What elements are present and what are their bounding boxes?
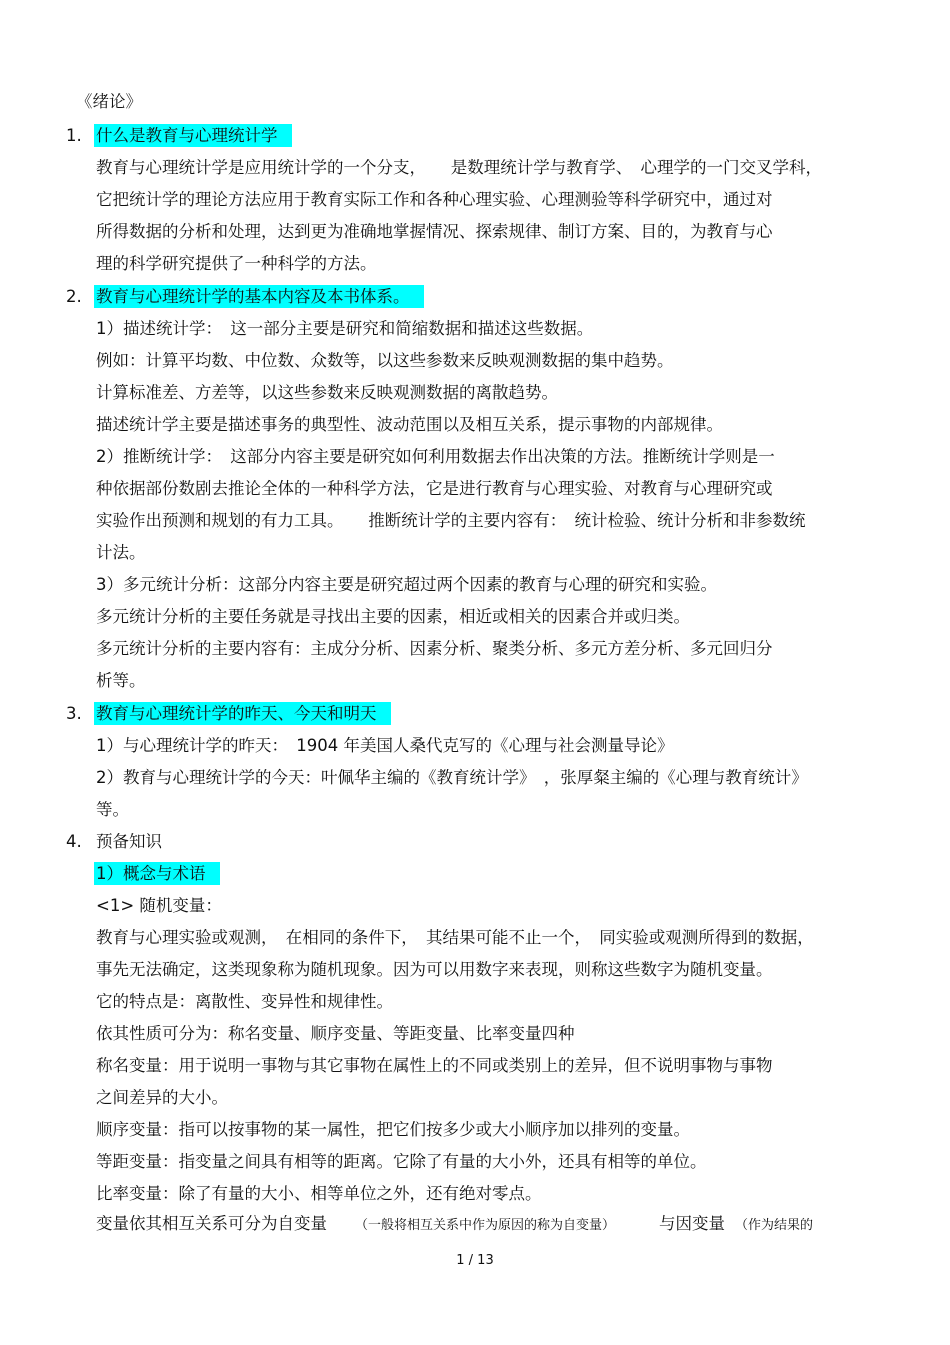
- subheading-highlight: 1）概念与术语: [94, 862, 220, 885]
- paragraph-line: <1> 随机变量：: [96, 896, 222, 915]
- section-number: 3.: [66, 704, 82, 723]
- paragraph-line: 1）与心理统计学的昨天： 1904 年美国人桑代克写的《心理与社会测量导论》: [96, 736, 674, 755]
- page-number: 1 / 13: [456, 1253, 494, 1268]
- heading-highlight: 什么是教育与心理统计学: [94, 124, 292, 147]
- section-heading: 预备知识: [96, 832, 162, 851]
- paragraph-line: 多元统计分析的主要内容有：主成分分析、因素分析、聚类分析、多元方差分析、多元回归分: [96, 639, 773, 658]
- doc-title: 《绪论》: [76, 92, 142, 111]
- paragraph-line: 多元统计分析的主要任务就是寻找出主要的因素，相近或相关的因素合并或归类。: [96, 607, 690, 626]
- text-run: 与因变量: [659, 1214, 726, 1233]
- paragraph-line: 它把统计学的理论方法应用于教育实际工作和各种心理实验、心理测验等科学研究中，通过对: [96, 190, 773, 209]
- paragraph-line: 理的科学研究提供了一种科学的方法。: [96, 254, 377, 273]
- paragraph-line: 等。: [96, 800, 129, 819]
- paragraph-line: 计法。: [96, 543, 146, 562]
- paragraph-line: 3）多元统计分析：这部分内容主要是研究超过两个因素的教育与心理的研究和实验。: [96, 575, 717, 594]
- paragraph-line: 教育与心理实验或观测， 在相同的条件下， 其结果可能不止一个， 同实验或观测所得到的数据，: [96, 928, 814, 947]
- section-number: 4.: [66, 832, 82, 851]
- paragraph-line: 所得数据的分析和处理，达到更为准确地掌握情况、探索规律、制订方案、目的，为教育与心: [96, 222, 773, 241]
- paragraph-line: 称名变量：用于说明一事物与其它事物在属性上的不同或类别上的差异，但不说明事物与事物: [96, 1056, 773, 1075]
- text-run-note: （一般将相互关系中作为原因的称为自变量）: [355, 1218, 616, 1233]
- section-number: 1.: [66, 126, 82, 145]
- paragraph-line: 1）描述统计学： 这一部分主要是研究和简缩数据和描述这些数据。: [96, 319, 594, 338]
- paragraph-line: 描述统计学主要是描述事务的典型性、波动范围以及相互关系，提示事物的内部规律。: [96, 415, 723, 434]
- paragraph-line: 实验作出预测和规划的有力工具。 推断统计学的主要内容有： 统计检验、统计分析和非参数统: [96, 511, 806, 530]
- paragraph-line: 种依据部份数剧去推论全体的一种科学方法，它是进行教育与心理实验、对教育与心理研究或: [96, 479, 773, 498]
- section-heading: [96, 125, 292, 147]
- paragraph-line: 事先无法确定，这类现象称为随机现象。因为可以用数字来表现，则称这些数字为随机变量。: [96, 960, 773, 979]
- paragraph-line: 2）推断统计学： 这部分内容主要是研究如何利用数据去作出决策的方法。推断统计学则是一: [96, 447, 775, 466]
- paragraph-line: 2）教育与心理统计学的今天：叶佩华主编的《教育统计学》 ，张厚粲主编的《心理与教育统计》: [96, 768, 808, 787]
- paragraph-line: [96, 1213, 813, 1237]
- section-number: 2.: [66, 287, 82, 306]
- paragraph-line: 计算标准差、方差等，以这些参数来反映观测数据的离散趋势。: [96, 383, 558, 402]
- heading-highlight: 教育与心理统计学的基本内容及本书体系。: [94, 285, 424, 308]
- section-heading: [96, 703, 391, 725]
- text-run: 变量依其相互关系可分为自变量: [96, 1214, 327, 1233]
- section-heading: [96, 286, 424, 308]
- subsection-heading: [96, 863, 220, 885]
- paragraph-line: 顺序变量：指可以按事物的某一属性，把它们按多少或大小顺序加以排列的变量。: [96, 1120, 690, 1139]
- paragraph-line: 等距变量：指变量之间具有相等的距离。它除了有量的大小外，还具有相等的单位。: [96, 1152, 707, 1171]
- text-run-note: （作为结果的: [735, 1218, 814, 1233]
- paragraph-line: 比率变量：除了有量的大小、相等单位之外，还有绝对零点。: [96, 1184, 542, 1203]
- paragraph-line: 它的特点是：离散性、变异性和规律性。: [96, 992, 393, 1011]
- paragraph-line: 教育与心理统计学是应用统计学的一个分支， 是数理统计学与教育学、 心理学的一门交叉学科，: [96, 158, 822, 177]
- paragraph-line: 例如：计算平均数、中位数、众数等，以这些参数来反映观测数据的集中趋势。: [96, 351, 674, 370]
- paragraph-line: 依其性质可分为：称名变量、顺序变量、等距变量、比率变量四种: [96, 1024, 575, 1043]
- paragraph-line: 析等。: [96, 671, 146, 690]
- paragraph-line: 之间差异的大小。: [96, 1088, 228, 1107]
- heading-highlight: 教育与心理统计学的昨天、今天和明天: [94, 702, 391, 725]
